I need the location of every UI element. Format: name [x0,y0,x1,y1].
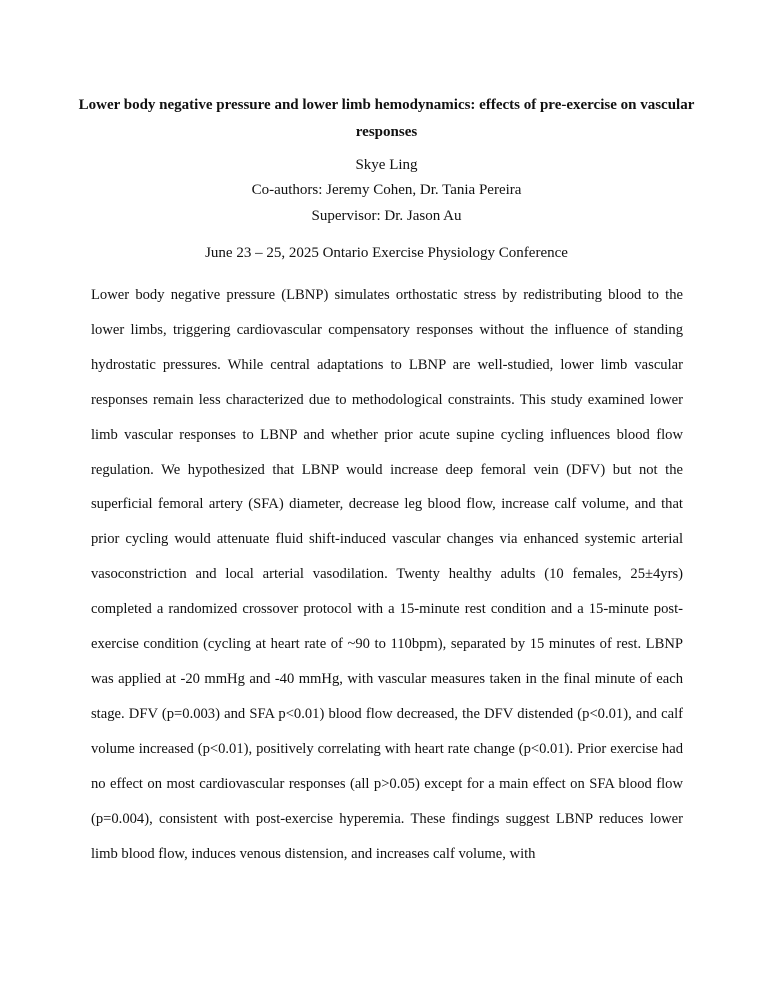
document-title: Lower body negative pressure and lower limb hemodynamics: effects of pre-exercise on vascular responses [78,97,695,140]
author-name: Skye Ling [355,157,418,173]
supervisor-line: Supervisor: Dr. Jason Au [311,208,462,224]
abstract-body: Lower body negative pressure (LBNP) simulates orthostatic stress by redistributing blood to the lower limbs, triggering cardiovascular compensatory responses without the influence of standing hydrostatic pressures. While central adaptations to LBNP are well-studied, lower limb vascular responses remain less characterized due to methodological constraints. This study examined lower limb vascular responses to LBNP and whether prior acute supine cycling influences blood flow regulation. We hypothesized that LBNP would increase deep femoral vein (DFV) but not the superficial femoral artery (SFA) diameter, decrease leg blood flow, increase calf volume, and that prior cycling would attenuate fluid shift-induced vascular changes via enhanced systemic arterial vasoconstriction and local arterial vasodilation. Twenty healthy adults (10 females, 25±4yrs) completed a randomized crossover protocol with a 15-minute rest condition and a 15-minute post-exercise condition (cycling at heart rate of ~90 to 110bpm), separated by 15 minutes of rest. LBNP was applied at -20 mmHg and -40 mmHg, with vascular measures taken in the final minute of each stage. DFV (p=0.003) and SFA p<0.01) blood flow decreased, the DFV distended (p<0.01), and calf volume increased (p<0.01), positively correlating with heart rate change (p<0.01). Prior exercise had no effect on most cardiovascular responses (all p>0.05) except for a main effect on SFA blood flow (p=0.004), consistent with post-exercise hyperemia. These findings suggest LBNP reduces lower limb blood flow, induces venous distension, and increases calf volume, with [91,287,683,862]
conference-line: June 23 – 25, 2025 Ontario Exercise Physiology Conference [205,245,568,261]
coauthors-line: Co-authors: Jeremy Cohen, Dr. Tania Pereira [251,182,522,198]
